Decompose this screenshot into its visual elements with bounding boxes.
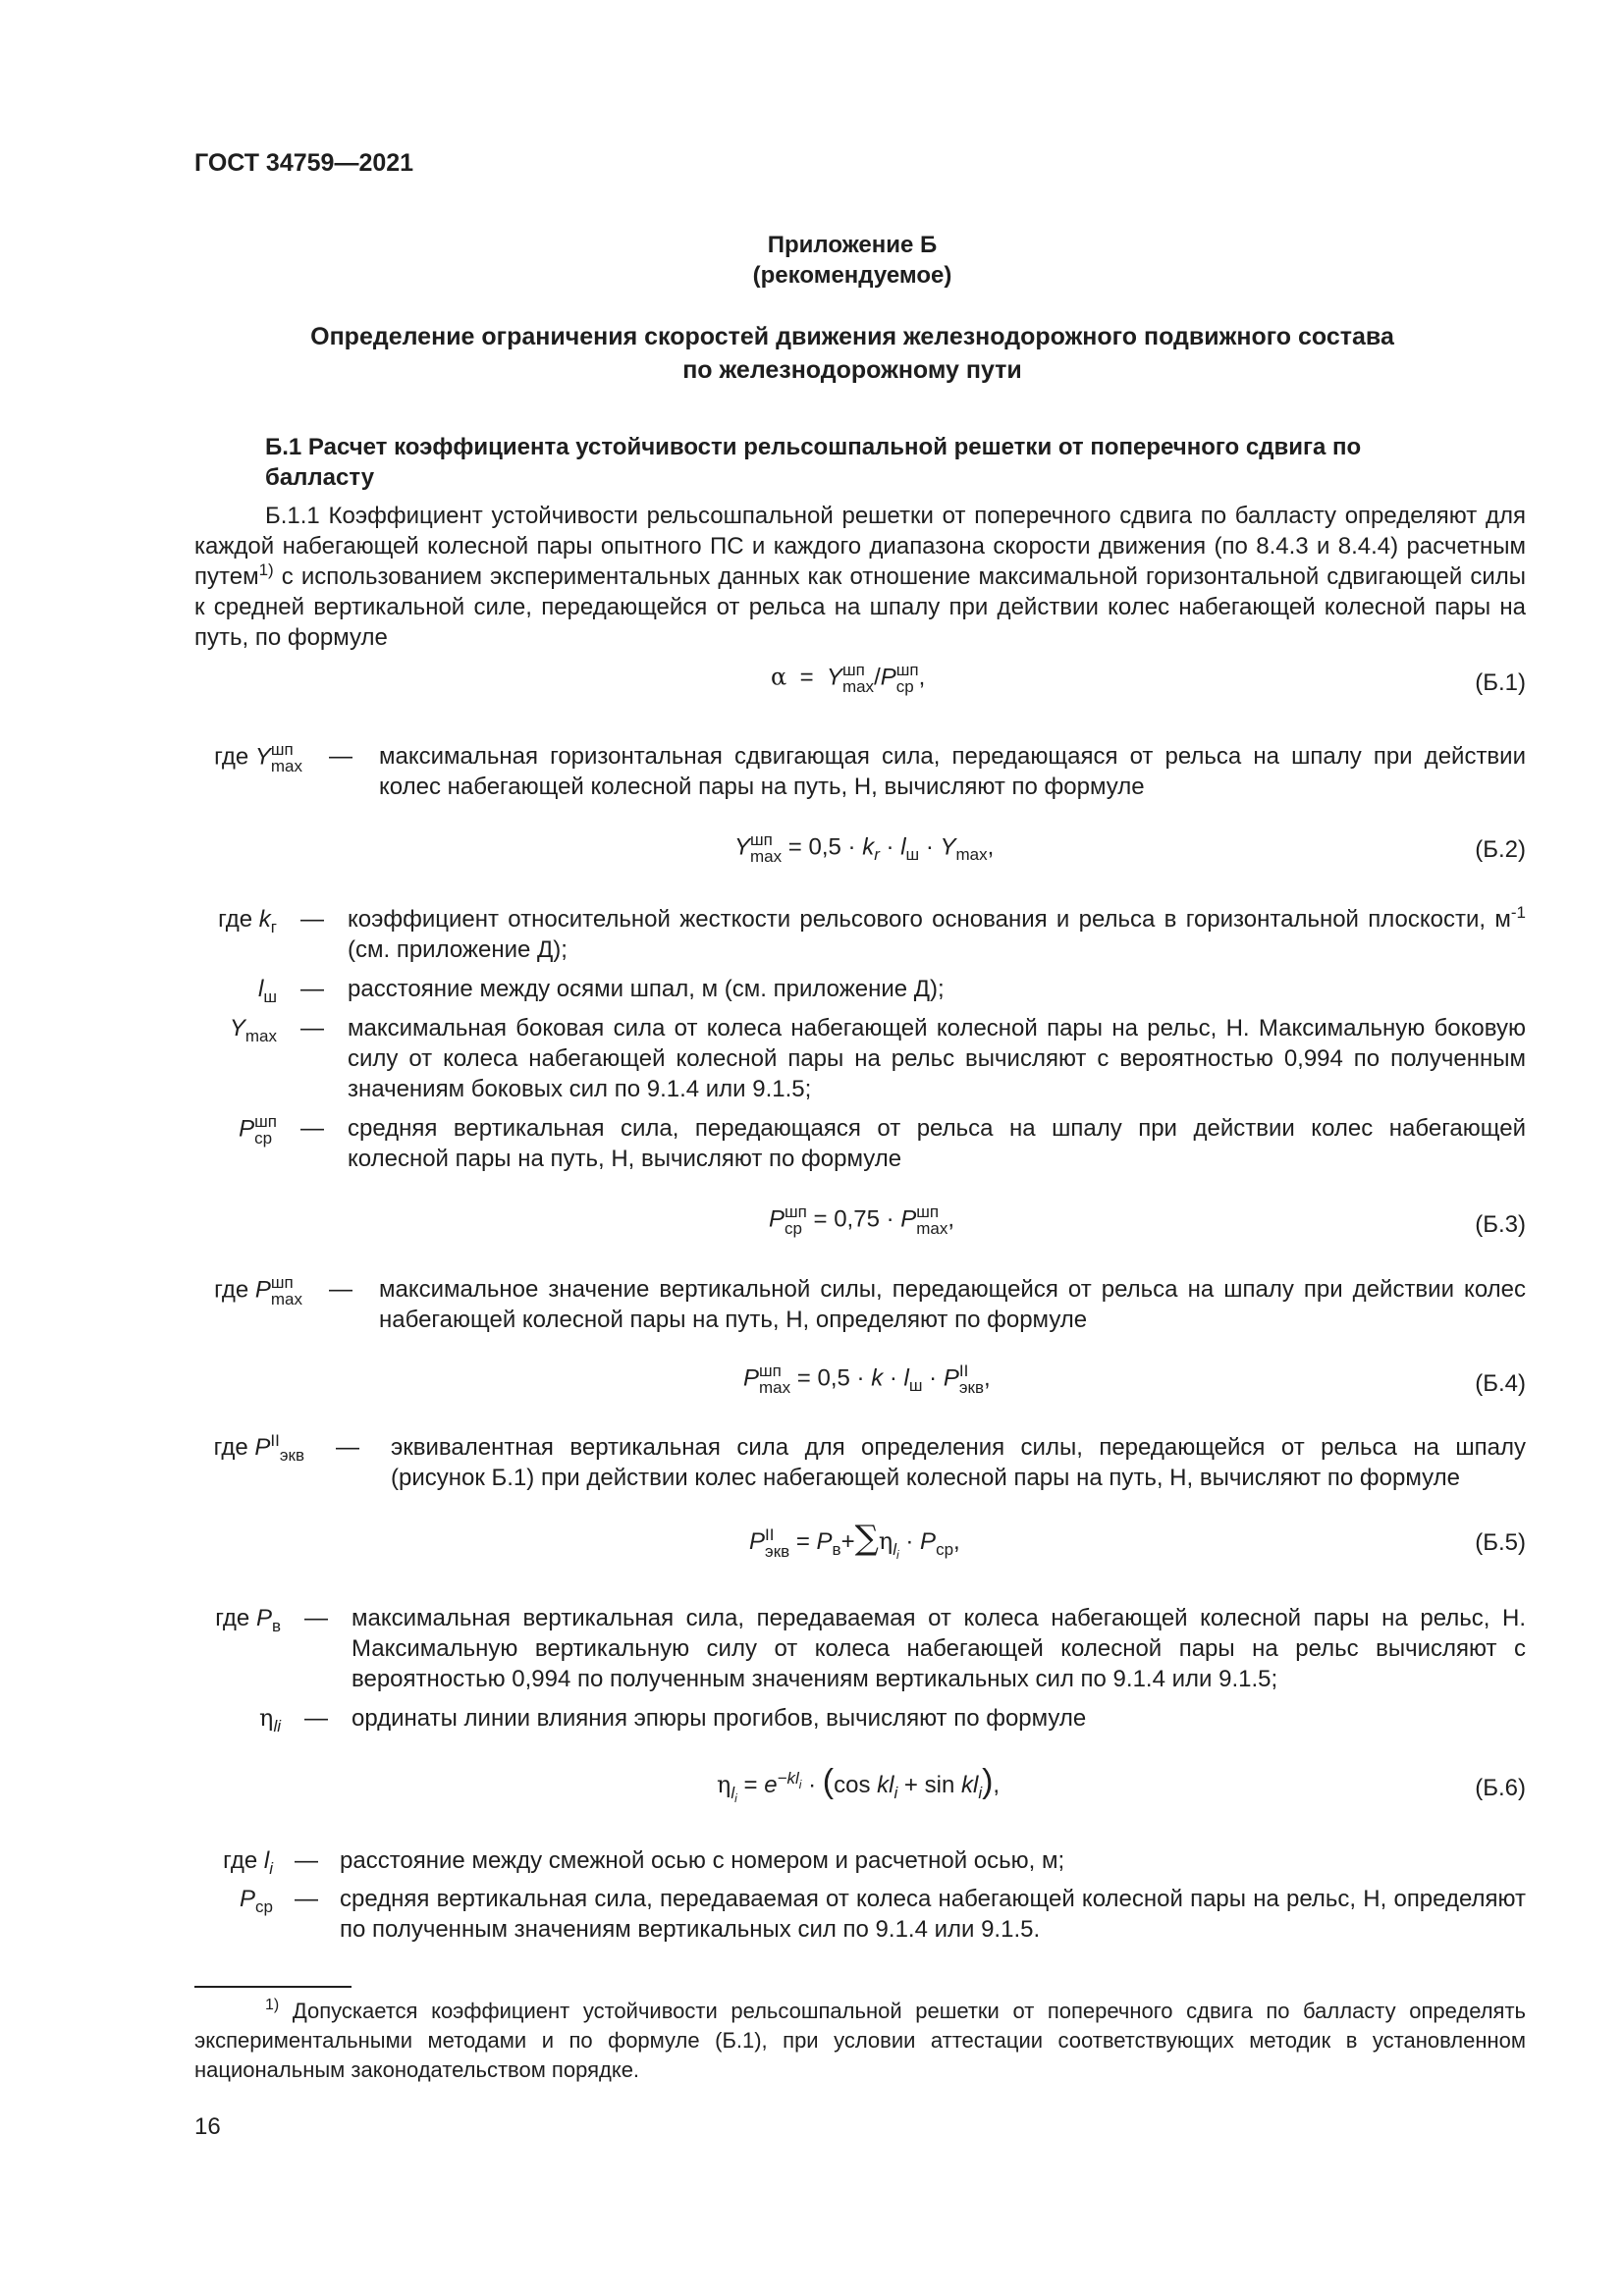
footnote	[194, 1997, 1526, 2085]
where-kr	[194, 904, 1526, 965]
superscript-sh: шп	[916, 1202, 940, 1221]
superscript-sh: шп	[759, 1362, 782, 1380]
heading-line-2: по железнодорожному пути	[682, 356, 1022, 384]
superscript-ii: II	[765, 1524, 775, 1544]
where-block-b5	[194, 1603, 1526, 1734]
formula-comma: ,	[993, 1772, 1001, 1798]
where-li	[194, 1845, 1526, 1876]
subscript-max: max	[759, 1378, 791, 1397]
subscript-i: i	[893, 1784, 898, 1802]
cos-function: cos	[834, 1772, 878, 1798]
multiply-dot: ·	[922, 1364, 944, 1392]
appendix-label: Приложение Б	[767, 232, 938, 258]
formula-number-b5: (Б.5)	[1475, 1529, 1526, 1556]
footnote-mark: 1)	[265, 1997, 280, 2013]
paragraph-b-1-1	[194, 501, 1526, 653]
p-symbol: P	[816, 1528, 833, 1555]
where-word: где	[214, 1276, 249, 1304]
multiply-dot: ·	[801, 1772, 823, 1798]
where-p-ekv	[194, 1432, 1526, 1493]
subscript-v: в	[832, 1540, 841, 1559]
paragraph-text-part-2: с использованием экспериментальных данных как отношение максимальной горизонтальной сдвигающей силы к средней вертикальной силе, передающейся от рельса на шпалу при действии колес набегающей колесной пары на путь, по формуле	[194, 563, 1526, 651]
p-symbol: P	[239, 1115, 255, 1143]
where-symbol	[194, 741, 302, 802]
formula-b2	[734, 831, 994, 865]
where-y-max	[194, 1013, 1526, 1104]
formula-comma: ,	[947, 1205, 955, 1233]
definition-dash: —	[295, 1886, 318, 1912]
document-heading	[194, 320, 1510, 387]
k-symbol: k	[871, 1364, 884, 1392]
appendix-title	[194, 230, 1510, 291]
where-y-max-sh	[194, 741, 1526, 802]
subscript-r: r	[874, 845, 880, 865]
subscript-li: li	[273, 1717, 281, 1735]
formula-number-b6: (Б.6)	[1475, 1775, 1526, 1801]
subscript-max: max	[750, 847, 783, 866]
superscript-minus-one: -1	[1510, 903, 1526, 922]
definition-dash: —	[300, 976, 324, 1002]
kl-symbol: kl	[960, 1772, 979, 1798]
p-symbol: P	[769, 1205, 785, 1233]
where-word: где	[218, 906, 253, 933]
where-word: где	[214, 743, 249, 771]
subscript-i: i	[269, 1859, 273, 1878]
paragraph-text-part-1: Б.1.1 Коэффициент устойчивости рельсошпальной решетки от поперечного сдвига по балласту определяют для каждой набегающей колесной пары опытного ПС и каждого диапазона скорости движения (по 8.4.3 и 8.4.4) расчетным путем	[194, 503, 1526, 590]
right-paren: )	[982, 1763, 994, 1800]
subscript-i: i	[896, 1548, 899, 1562]
sum-symbol: ∑	[854, 1519, 879, 1558]
plus-sign: +	[840, 1528, 855, 1555]
k-symbol: k	[862, 833, 875, 861]
superscript-sh: шп	[270, 1273, 294, 1292]
subscript-max: max	[841, 677, 875, 696]
superscript-sh: шп	[841, 661, 865, 679]
subscript-max: max	[270, 757, 302, 775]
definition-text: ординаты линии влияния эпюры прогибов, вычисляют по формуле	[352, 1705, 1087, 1732]
subscript-max: max	[244, 1027, 277, 1045]
coefficient: = 0,5 ·	[790, 1364, 872, 1392]
k-symbol: k	[258, 906, 271, 933]
section-heading-line-2: балласту	[265, 464, 375, 491]
subscript-sr: ср	[936, 1540, 954, 1559]
subscript-sh: ш	[905, 845, 920, 865]
plus-sign: +	[897, 1772, 925, 1798]
where-l-sh	[194, 974, 1526, 1004]
subscript-ekv: экв	[279, 1446, 304, 1465]
l-symbol: l	[263, 1847, 270, 1874]
definition-text-part: коэффициент относительной жесткости рельсового основания и рельса в горизонтальной плоскости, м	[348, 906, 1511, 933]
definition-text	[348, 904, 1526, 965]
formula-comma: ,	[953, 1528, 960, 1555]
subscript-ekv: экв	[958, 1378, 984, 1397]
definition-text: расстояние между осями шпал, м (см. приложение Д);	[348, 976, 945, 1002]
formula-b1	[771, 662, 925, 695]
definition-dash: —	[329, 1276, 352, 1303]
definition-text: максимальная горизонтальная сдвигающая сила, передающаяся от рельса на шпалу при действии колес набегающей колесной пары на путь, Н, вычисляют по формуле	[379, 743, 1526, 800]
subscript-sr: ср	[785, 1219, 802, 1238]
y-symbol: Y	[940, 833, 956, 861]
subscript-sr: ср	[255, 1897, 273, 1916]
definition-text: расстояние между смежной осью с номером и расчетной осью, м;	[340, 1847, 1065, 1874]
sin-function: sin	[924, 1772, 961, 1798]
subscript-l: l	[731, 1784, 735, 1802]
equals-sign: =	[799, 664, 814, 691]
definition-text: максимальная боковая сила от колеса набегающей колесной пары на рельс, Н. Максимальную боковую силу от колеса набегающей колесной пары на рельс вычисляют с вероятностью 0,994 по полученным значениям боковых сил по 9.1.4 или 9.1.5;	[348, 1015, 1526, 1102]
definition-dash: —	[295, 1847, 318, 1874]
subscript-max: max	[955, 845, 988, 865]
heading-line-1: Определение ограничения скоростей движения железнодорожного подвижного состава	[310, 323, 1394, 350]
footnote-separator	[194, 1986, 352, 1988]
subscript-ekv: экв	[765, 1541, 790, 1561]
formula-b5	[749, 1519, 960, 1562]
coefficient: = 0,5 ·	[782, 833, 863, 861]
superscript-sh: шп	[254, 1112, 277, 1131]
p-symbol: P	[743, 1364, 760, 1392]
where-p-max-sh	[194, 1274, 1526, 1335]
where-p-sr-sh	[194, 1113, 1526, 1174]
equals-sign: =	[789, 1528, 817, 1555]
subscript-sh: ш	[263, 988, 277, 1006]
definition-text: средняя вертикальная сила, передающаяся от рельса на шпалу при действии колес набегающей колесной пары на путь, Н, вычисляют по формуле	[348, 1115, 1526, 1172]
y-symbol: Y	[254, 743, 271, 771]
page-number: 16	[194, 2113, 221, 2140]
p-symbol: P	[240, 1886, 256, 1912]
where-block-b6	[194, 1845, 1526, 1945]
exponent: −kl	[777, 1769, 799, 1788]
subscript-sh: ш	[908, 1376, 923, 1396]
subscript-max: max	[270, 1290, 302, 1308]
p-symbol: P	[254, 1276, 271, 1304]
section-heading-line-1: Б.1 Расчет коэффициента устойчивости рельсошпальной решетки от поперечного сдвига по	[265, 434, 1362, 460]
superscript-sh: шп	[750, 830, 773, 849]
superscript-ii: II	[270, 1431, 280, 1450]
y-symbol: Y	[734, 833, 751, 861]
multiply-dot: ·	[883, 1364, 904, 1392]
p-symbol: P	[920, 1528, 937, 1555]
definition-dash: —	[304, 1605, 328, 1631]
subscript-sr: ср	[895, 677, 914, 696]
subscript-max: max	[916, 1219, 948, 1238]
multiply-dot: ·	[919, 833, 941, 861]
p-symbol: P	[900, 1205, 917, 1233]
section-heading	[265, 432, 1512, 493]
formula-number-b1: (Б.1)	[1475, 669, 1526, 696]
l-symbol: l	[900, 833, 906, 861]
e-symbol: e	[764, 1772, 778, 1798]
superscript-sh: шп	[785, 1202, 807, 1221]
standard-designation: ГОСТ 34759—2021	[194, 149, 414, 177]
p-symbol: P	[749, 1528, 766, 1555]
definition-text-part: (см. приложение Д);	[348, 936, 568, 963]
superscript-sh: шп	[895, 661, 919, 679]
definition-dash: —	[336, 1434, 359, 1461]
where-word: где	[215, 1605, 250, 1631]
formula-number-b4: (Б.4)	[1475, 1370, 1526, 1397]
subscript-g: г	[270, 918, 277, 936]
eta-symbol: η	[878, 1527, 893, 1555]
where-word: где	[223, 1847, 258, 1874]
footnote-text: Допускается коэффициент устойчивости рельсошпальной решетки от поперечного сдвига по балласту определять экспериментальными методами и по формуле (Б.1), при условии аттестации соответствующих методик в установленном национальным законодательством порядке.	[194, 1999, 1526, 2082]
definition-text: максимальная вертикальная сила, передаваемая от колеса набегающей колесной пары на рельс, Н. Максимальную вертикальную силу от колеса набегающей колесной пары на рельс вычисляют с вероятностью 0,994 по полученным значениям вертикальных сил по 9.1.4 или 9.1.5;	[352, 1605, 1526, 1692]
subscript-v: в	[271, 1617, 281, 1635]
p-symbol: P	[943, 1364, 959, 1392]
p-symbol: P	[254, 1434, 271, 1461]
superscript-sh: шп	[270, 740, 294, 759]
formula-b3	[769, 1203, 954, 1237]
eta-symbol: η	[259, 1704, 274, 1732]
formula-b4	[743, 1362, 991, 1396]
subscript-l: l	[893, 1540, 897, 1559]
formula-comma: ,	[984, 1364, 991, 1392]
eta-symbol: η	[717, 1771, 731, 1798]
formula-number-b2: (Б.2)	[1475, 836, 1526, 863]
y-symbol: Y	[826, 664, 842, 691]
division-slash: /	[874, 664, 881, 691]
definition-dash: —	[300, 1015, 324, 1041]
footnote-reference: 1)	[258, 561, 274, 579]
formula-comma: ,	[987, 833, 995, 861]
l-symbol: l	[258, 976, 264, 1002]
multiply-dot: ·	[898, 1528, 921, 1555]
definition-text: эквивалентная вертикальная сила для определения силы, передающейся от рельса на шпалу (рисунок Б.1) при действии колес набегающей колесной пары на путь, Н, вычисляют по формуле	[391, 1434, 1526, 1491]
superscript-ii: II	[958, 1362, 969, 1380]
where-p-v	[194, 1603, 1526, 1694]
where-word: где	[213, 1434, 248, 1461]
definition-text: максимальное значение вертикальной силы, передающейся от рельса на шпалу при действии колес набегающей колесной пары на путь, Н, определяют по формуле	[379, 1276, 1526, 1333]
alpha-symbol: α	[771, 663, 787, 691]
formula-b6	[717, 1763, 1001, 1805]
equals-sign: =	[736, 1772, 765, 1798]
y-symbol: Y	[229, 1015, 245, 1041]
subscript-i: i	[734, 1791, 737, 1805]
appendix-status: (рекомендуемое)	[752, 262, 952, 289]
subscript-i: i	[978, 1784, 983, 1802]
where-block-b2	[194, 904, 1526, 1174]
definition-dash: —	[304, 1705, 328, 1732]
definition-dash: —	[300, 1115, 324, 1142]
p-symbol: P	[880, 664, 896, 691]
where-eta	[194, 1703, 1526, 1734]
l-symbol: l	[903, 1364, 909, 1392]
formula-comma: ,	[918, 664, 926, 691]
left-paren: (	[822, 1763, 835, 1800]
definition-dash: —	[300, 906, 324, 933]
definition-text: средняя вертикальная сила, передаваемая от колеса набегающей колесной пары на рельс, Н, определяют по полученным значениям вертикальных сил по 9.1.4 или 9.1.5.	[340, 1886, 1526, 1943]
definition-dash: —	[329, 743, 352, 770]
coefficient: = 0,75 ·	[806, 1205, 901, 1233]
exponent-index: i	[798, 1778, 802, 1791]
kl-symbol: kl	[877, 1772, 894, 1798]
p-symbol: P	[255, 1605, 272, 1631]
multiply-dot: ·	[879, 833, 901, 861]
formula-number-b3: (Б.3)	[1475, 1211, 1526, 1238]
subscript-sr: ср	[254, 1129, 273, 1148]
where-p-sr	[194, 1884, 1526, 1945]
